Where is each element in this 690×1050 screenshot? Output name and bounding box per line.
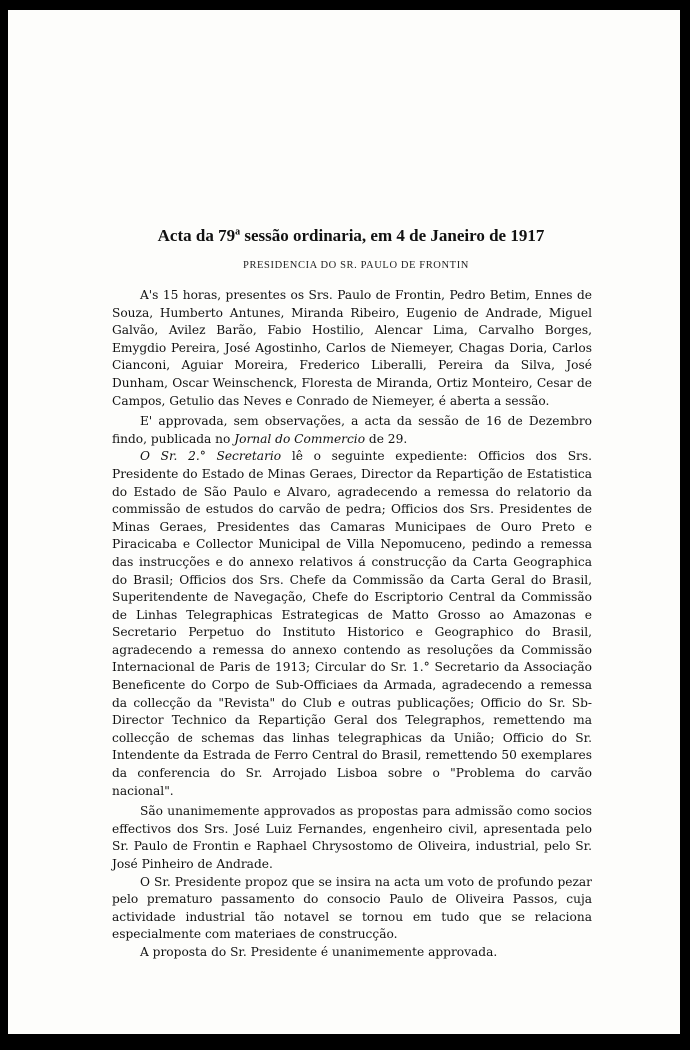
journal-name: Jornal do Commercio	[234, 431, 366, 446]
page-title	[8, 226, 680, 246]
paragraph-motion-approved: A proposta do Sr. Presidente é unanimemente approvada.	[140, 944, 498, 959]
page-subtitle: PRESIDENCIA DO SR. PAULO DE FRONTIN	[243, 260, 469, 271]
paragraph-condolence: O Sr. Presidente propoz que se insira na acta um voto de profundo pezar pelo prematuro passamento do consocio Paulo de Oliveira Passos, cuja actividade industrial tão notavel se tornou em tudo que se relaciona especialmente com materiaes de construcção.	[112, 874, 592, 942]
approval-text-start: E' approvada, sem observações, a acta da sessão de 16 de Dezembro findo, publicada no	[112, 414, 592, 446]
paragraph-correspondence	[112, 448, 592, 800]
secretary-label: O Sr. 2.° Secretario	[140, 449, 282, 464]
document-page	[8, 10, 680, 1034]
title-suffix: sessão ordinaria, em 4 de Janeiro de 1917	[240, 226, 545, 245]
paragraph-approval	[112, 413, 592, 448]
paragraph-admissions: São unanimemente approvados as propostas para admissão como socios effectivos dos Srs. José Luiz Fernandes, engenheiro civil, apresentada pelo Sr. Paulo de Frontin e Raphael Chrysostomo de Oliveira, industrial, pelo Sr. José Pinheiro de Andrade.	[112, 804, 592, 871]
approval-text-end: de 29.	[365, 431, 408, 446]
correspondence-text: lê o seguinte expediente: Officios dos Srs. Presidente do Estado de Minas Geraes, Director da Repartição de Estatistica do Estado de São Paulo e Alvaro, agradecendo a remessa do relatorio da commissão de estudos do carvão de pedra; Officios dos Srs. Presidentes de Minas Geraes, Presidentes das Camaras Municipaes de Ouro Preto e Piracicaba e Collector Municipal de Villa Nepomuceno, pedindo a remessa das instrucções e do annexo relativos á construcção da Carta Geographica do Brasil; Officios dos Srs. Chefe da Commissão da Carta Geral do Brasil, Superitendente de Navegação, Chefe do Escriptorio Central da Commissão de Linhas Telegraphicas Estrategicas de Matto Grosso ao Amazonas e Secretario Perpetuo do Instituto Historico e Geographico do Brasil, agradecendo a remessa do annexo contendo as resoluções da Commissão Internacional de Paris de 1913; Circular do Sr. 1.° Secretario da Associação Beneficente do Corpo de Sub-Officiaes da Armada, agradecendo a remessa da collecção da "Revista" do Club e outras publicações; Officio do Sr. Sb-Director Technico da Repartição Geral dos Telegraphos, remettendo ma collecção de schemas das linhas telegraphicas da União; Officio do Sr. Intendente da Estrada de Ferro Central do Brasil, remettendo 50 exemplares da conferencia do Sr. Arrojado Lisboa sobre o "Problema do carvão nacional".	[112, 449, 592, 798]
paragraph-attendance: A's 15 horas, presentes os Srs. Paulo de Frontin, Pedro Betim, Ennes de Souza, Humberto Antunes, Miranda Ribeiro, Eugenio de Andrade, Miguel Galvão, Avilez Barão, Fabio Hostilio, Alencar Lima, Carvalho Borges, Emygdio Pereira, José Agostinho, Carlos de Niemeyer, Chagas Doria, Carlos Cianconi, Aguiar Moreira, Frederico Liberalli, Pereira da Silva, José Dunham, Oscar Weinschenck, Floresta de Miranda, Ortiz Monteiro, Cesar de Campos, Getulio das Neves e Conrado de Niemeyer, é aberta a sessão.	[112, 288, 592, 408]
document-body	[112, 287, 592, 965]
title-ordinal: a	[235, 226, 241, 238]
title-prefix: Acta da 79	[157, 226, 236, 245]
